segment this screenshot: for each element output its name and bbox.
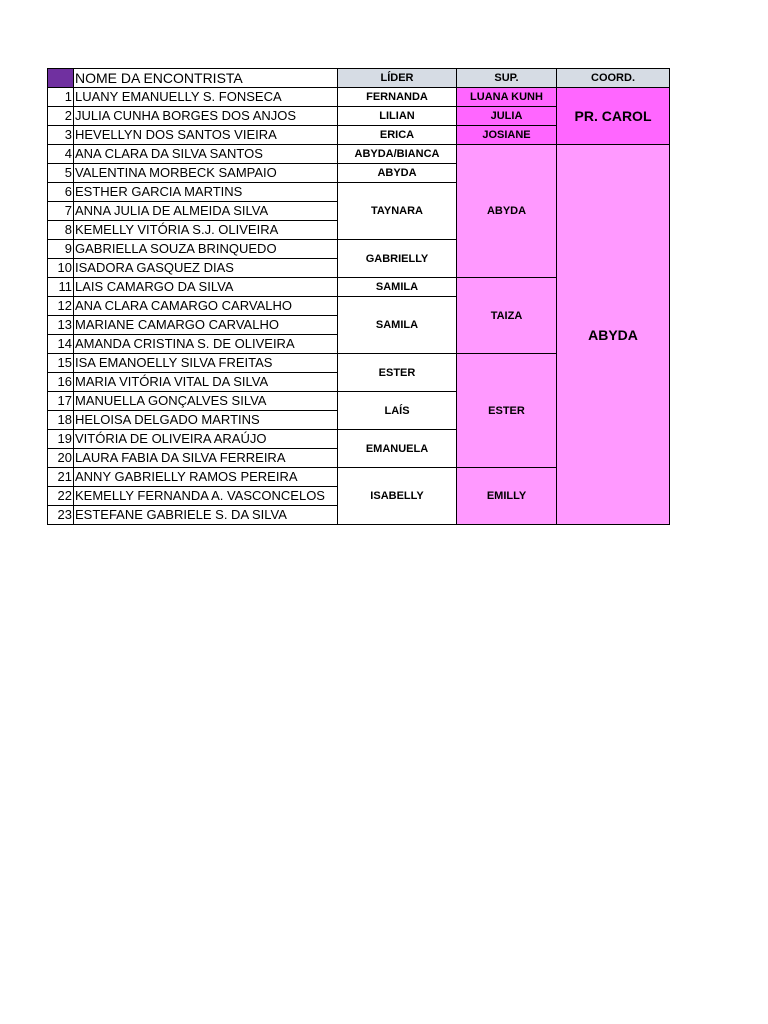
row-number[interactable]: 3 [48,126,74,145]
header-sup[interactable]: SUP. [457,69,557,88]
row-number[interactable]: 12 [48,297,74,316]
participant-name[interactable]: ESTEFANE GABRIELE S. DA SILVA [74,506,338,525]
row-number[interactable]: 14 [48,335,74,354]
row-number[interactable]: 20 [48,449,74,468]
lider-cell[interactable]: LILIAN [338,107,457,126]
row-number[interactable]: 19 [48,430,74,449]
lider-cell[interactable]: SAMILA [338,278,457,297]
participant-name[interactable]: MARIA VITÓRIA VITAL DA SILVA [74,373,338,392]
sup-cell[interactable]: ABYDA [457,145,557,278]
row-number[interactable]: 5 [48,164,74,183]
participant-name[interactable]: ANA CLARA DA SILVA SANTOS [74,145,338,164]
participant-name[interactable]: LAIS CAMARGO DA SILVA [74,278,338,297]
participant-name[interactable]: LUANY EMANUELLY S. FONSECA [74,88,338,107]
table-row [48,145,670,164]
participant-name[interactable]: ANNY GABRIELLY RAMOS PEREIRA [74,468,338,487]
row-number[interactable]: 18 [48,411,74,430]
row-number[interactable]: 11 [48,278,74,297]
participant-name[interactable]: HELOISA DELGADO MARTINS [74,411,338,430]
participant-name[interactable]: ESTHER GARCIA MARTINS [74,183,338,202]
row-number[interactable]: 21 [48,468,74,487]
participant-name[interactable]: GABRIELLA SOUZA BRINQUEDO [74,240,338,259]
sup-cell[interactable]: JULIA [457,107,557,126]
lider-cell[interactable]: SAMILA [338,297,457,354]
sup-cell[interactable]: JOSIANE [457,126,557,145]
table-row [48,88,670,107]
row-number[interactable]: 16 [48,373,74,392]
row-number[interactable]: 8 [48,221,74,240]
row-number[interactable]: 2 [48,107,74,126]
coord-cell[interactable]: PR. CAROL [557,88,670,145]
lider-cell[interactable]: LAÍS [338,392,457,430]
sup-cell[interactable]: EMILLY [457,468,557,525]
row-number[interactable]: 10 [48,259,74,278]
participant-name[interactable]: ANA CLARA CAMARGO CARVALHO [74,297,338,316]
header-name[interactable]: NOME DA ENCONTRISTA [74,69,338,88]
participant-name[interactable]: KEMELLY VITÓRIA S.J. OLIVEIRA [74,221,338,240]
participant-name[interactable]: AMANDA CRISTINA S. DE OLIVEIRA [74,335,338,354]
lider-cell[interactable]: GABRIELLY [338,240,457,278]
team-table [47,68,670,525]
lider-cell[interactable]: ERICA [338,126,457,145]
row-number[interactable]: 23 [48,506,74,525]
sup-cell[interactable]: ESTER [457,354,557,468]
participant-name[interactable]: VALENTINA MORBECK SAMPAIO [74,164,338,183]
sup-cell[interactable]: TAIZA [457,278,557,354]
participant-name[interactable]: JULIA CUNHA BORGES DOS ANJOS [74,107,338,126]
lider-cell[interactable]: FERNANDA [338,88,457,107]
row-number[interactable]: 1 [48,88,74,107]
participant-name[interactable]: ANNA JULIA DE ALMEIDA SILVA [74,202,338,221]
participant-name[interactable]: VITÓRIA DE OLIVEIRA ARAÚJO [74,430,338,449]
participant-name[interactable]: HEVELLYN DOS SANTOS VIEIRA [74,126,338,145]
participant-name[interactable]: KEMELLY FERNANDA A. VASCONCELOS [74,487,338,506]
row-number[interactable]: 22 [48,487,74,506]
lider-cell[interactable]: ABYDA/BIANCA [338,145,457,164]
header-coord[interactable]: COORD. [557,69,670,88]
row-number[interactable]: 9 [48,240,74,259]
row-number[interactable]: 13 [48,316,74,335]
participant-name[interactable]: ISA EMANOELLY SILVA FREITAS [74,354,338,373]
row-number[interactable]: 7 [48,202,74,221]
sup-cell[interactable]: LUANA KUNH [457,88,557,107]
lider-cell[interactable]: EMANUELA [338,430,457,468]
participant-name[interactable]: ISADORA GASQUEZ DIAS [74,259,338,278]
row-number[interactable]: 6 [48,183,74,202]
lider-cell[interactable]: ESTER [338,354,457,392]
header-lider[interactable]: LÍDER [338,69,457,88]
lider-cell[interactable]: ISABELLY [338,468,457,525]
lider-cell[interactable]: TAYNARA [338,183,457,240]
row-number[interactable]: 4 [48,145,74,164]
participant-name[interactable]: MARIANE CAMARGO CARVALHO [74,316,338,335]
header-row [48,69,670,88]
participant-name[interactable]: MANUELLA GONÇALVES SILVA [74,392,338,411]
lider-cell[interactable]: ABYDA [338,164,457,183]
header-corner-cell[interactable] [48,69,74,88]
row-number[interactable]: 17 [48,392,74,411]
coord-cell[interactable]: ABYDA [557,145,670,525]
row-number[interactable]: 15 [48,354,74,373]
participant-name[interactable]: LAURA FABIA DA SILVA FERREIRA [74,449,338,468]
